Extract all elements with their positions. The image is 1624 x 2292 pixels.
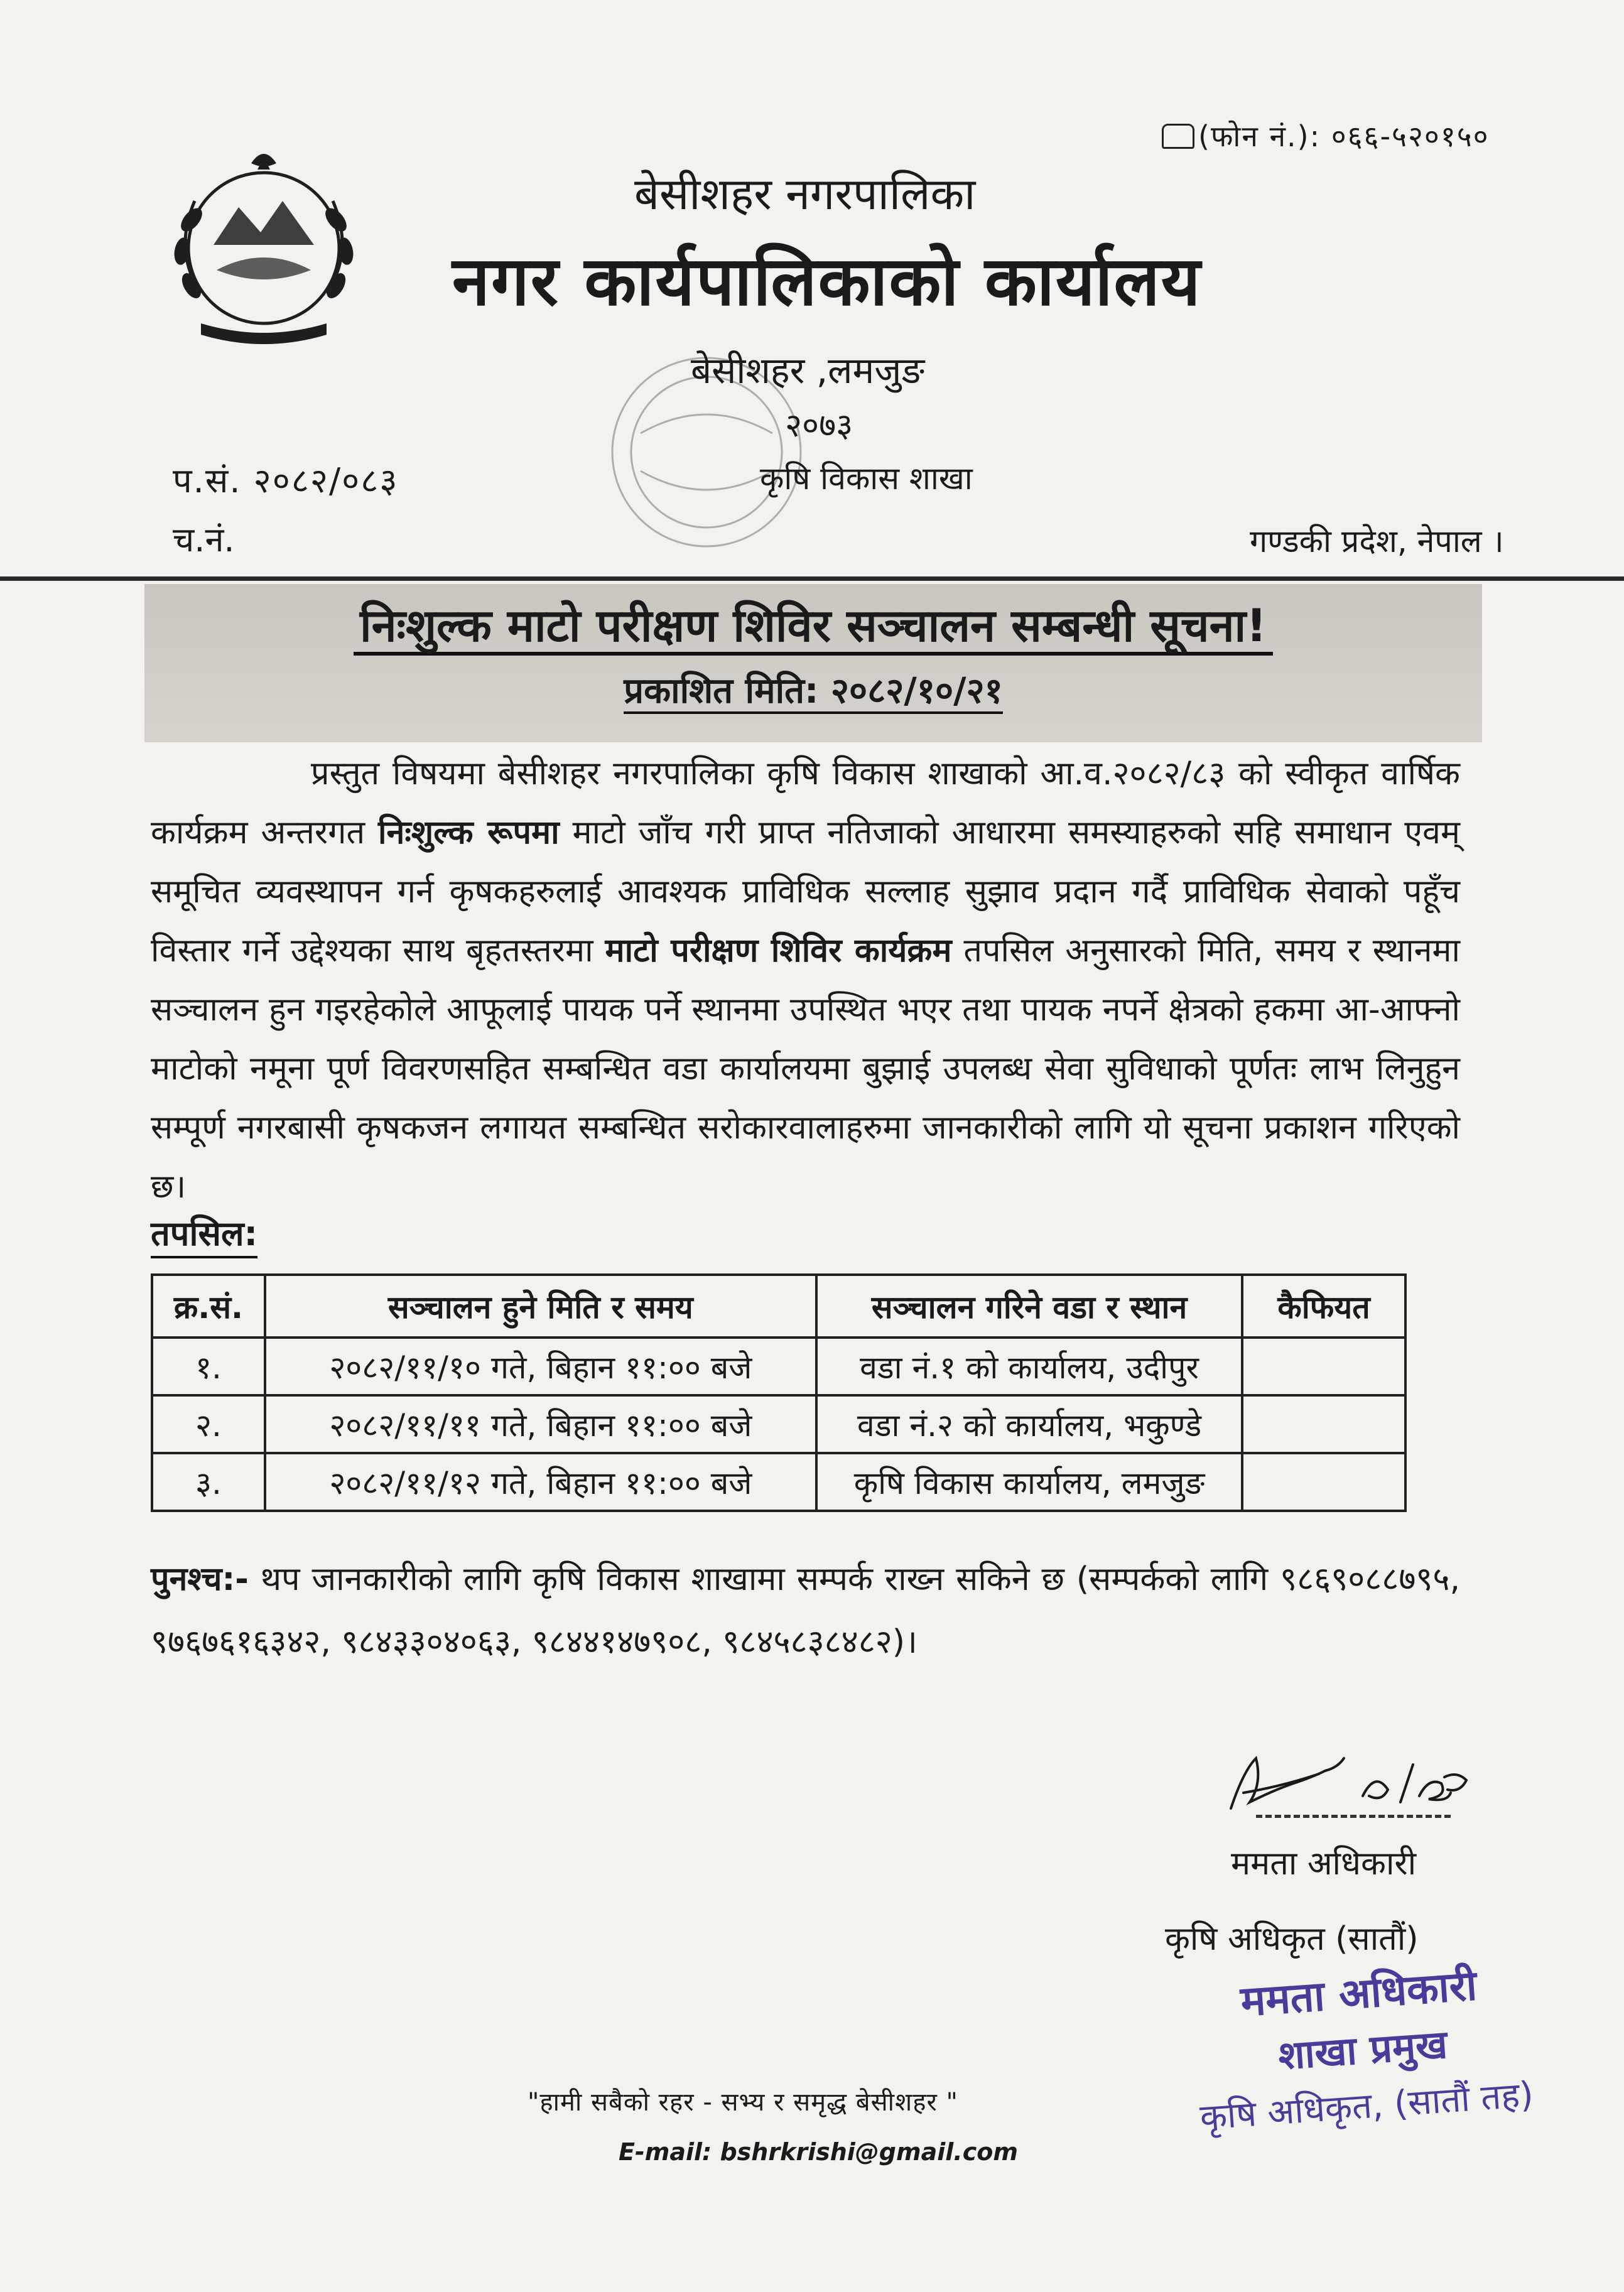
nepal-emblem-icon [157,144,371,352]
notice-title: निःशुल्क माटो परीक्षण शिविर सञ्चालन सम्बन्धी सूचना! [144,593,1482,655]
reference-number: प.सं. २०८२/०८३ [173,461,399,500]
schedule-heading: तपसिल: [151,1212,257,1258]
municipality-name: बेसीशहर नगरपालिका [634,168,976,220]
table-header-row [152,1275,1405,1338]
table-cell: वडा नं.१ को कार्यालय, उदीपुर [816,1338,1242,1395]
footer-slogan: "हामी सबैको रहर - सभ्य र समृद्ध बेसीशहर " [528,2088,958,2117]
stamp-post: कृषि अधिकृत, (सातौं तह) [1198,2074,1535,2139]
column-header: कैफियत [1242,1275,1405,1338]
established-year: २०७३ [785,407,853,445]
table-row [152,1338,1405,1395]
schedule-table [151,1273,1407,1512]
published-date: प्रकाशित मिति: २०८२/१०/२१ [144,666,1482,713]
notice-body: प्रस्तुत विषयमा बेसीशहर नगरपालिका कृषि विकास शाखाको आ.व.२०८२/८३ को स्वीकृत वार्षिक कार्यक्रम अन्तरगत निःशुल्क रूपमा माटो जाँच गरी प्राप्त नतिजाको आधारमा समस्याहरुको सहि समाधान एवम् समूचित व्यवस्थापन गर्न कृषकहरुलाई आवश्यक प्राविधिक सल्लाह सुझाव प्रदान गर्दै प्राविधिक सेवाको पहूँच विस्तार गर्ने उद्देश्यका साथ बृहतस्तरमा माटो परीक्षण शिविर कार्यक्रम तपसिल अनुसारको मिति, समय र स्थानमा सञ्चालन हुन गइरहेकोले आफूलाई पायक पर्ने स्थानमा उपस्थित भएर तथा पायक नपर्ने क्षेत्रको हकमा आ-आफ्नो माटोको नमूना पूर्ण विवरणसहित सम्बन्धित वडा कार्यालयमा बुझाई उपलब्ध सेवा सुविधाको पूर्णतः लाभ लिनुहुन सम्पूर्ण नगरबासी कृषकजन लगायत सम्बन्धित सरोकारवालाहरुमा जानकारीको लागि यो सूचना प्रकाशन गरिएको छ। [151,755,1460,1206]
signatory-name: ममता अधिकारी [1231,1845,1417,1883]
table-cell: २०८२/११/१० गते, बिहान ११:०० बजे [265,1338,816,1395]
official-stamp [1181,1954,1544,2147]
office-name: नगर कार्यपालिकाको कार्यालय [452,242,1202,321]
handwritten-signature [1218,1733,1482,1834]
table-cell: ३. [152,1453,265,1511]
table-cell: १. [152,1338,265,1395]
column-header: क्र.सं. [152,1275,265,1338]
column-header: सञ्चालन हुने मिति र समय [265,1275,816,1338]
signature-line [1256,1815,1451,1818]
table-row [152,1395,1405,1453]
dispatch-number: च.नं. [173,520,235,559]
table-cell: २०८२/११/१२ गते, बिहान ११:०० बजे [265,1453,816,1511]
table-cell: २. [152,1395,265,1453]
table-cell [1242,1338,1405,1395]
stamp-name: ममता अधिकारी [1239,1961,1479,2026]
table-cell: कृषि विकास कार्यालय, लमजुङ [816,1453,1242,1511]
footer-email: E-mail: bshrkrishi@gmail.com [619,2138,1018,2166]
header-divider [0,576,1624,581]
phone-number: (फोन नं.): ०६६-५२०१५० [1162,116,1490,155]
telephone-icon [1162,124,1194,149]
table-cell: २०८२/११/११ गते, बिहान ११:०० बजे [265,1395,816,1453]
postscript: पुनश्च:- थप जानकारीको लागि कृषि विकास शाखामा सम्पर्क राख्न सकिने छ (सम्पर्कको लागि ९८६९०८८७९५, ९७६७६१६३४२, ९८४३३०४०६३, ९८४४१४७९०८, ९८४५८३८४८२)। [151,1560,1460,1661]
province-name: गण्डकी प्रदेश, नेपाल । [1250,523,1504,559]
table-row [152,1453,1405,1511]
branch-name: कृषि विकास शाखा [760,460,973,497]
table-cell [1242,1395,1405,1453]
table-cell: वडा नं.२ को कार्यालय, भकुण्डे [816,1395,1242,1453]
column-header: सञ्चालन गरिने वडा र स्थान [816,1275,1242,1338]
signatory-post: कृषि अधिकृत (सातौं) [1165,1920,1419,1958]
office-location: बेसीशहर ,लमजुङ [691,349,925,392]
stamp-role: शाखा प्रमुख [1276,2021,1449,2079]
table-cell [1242,1453,1405,1511]
